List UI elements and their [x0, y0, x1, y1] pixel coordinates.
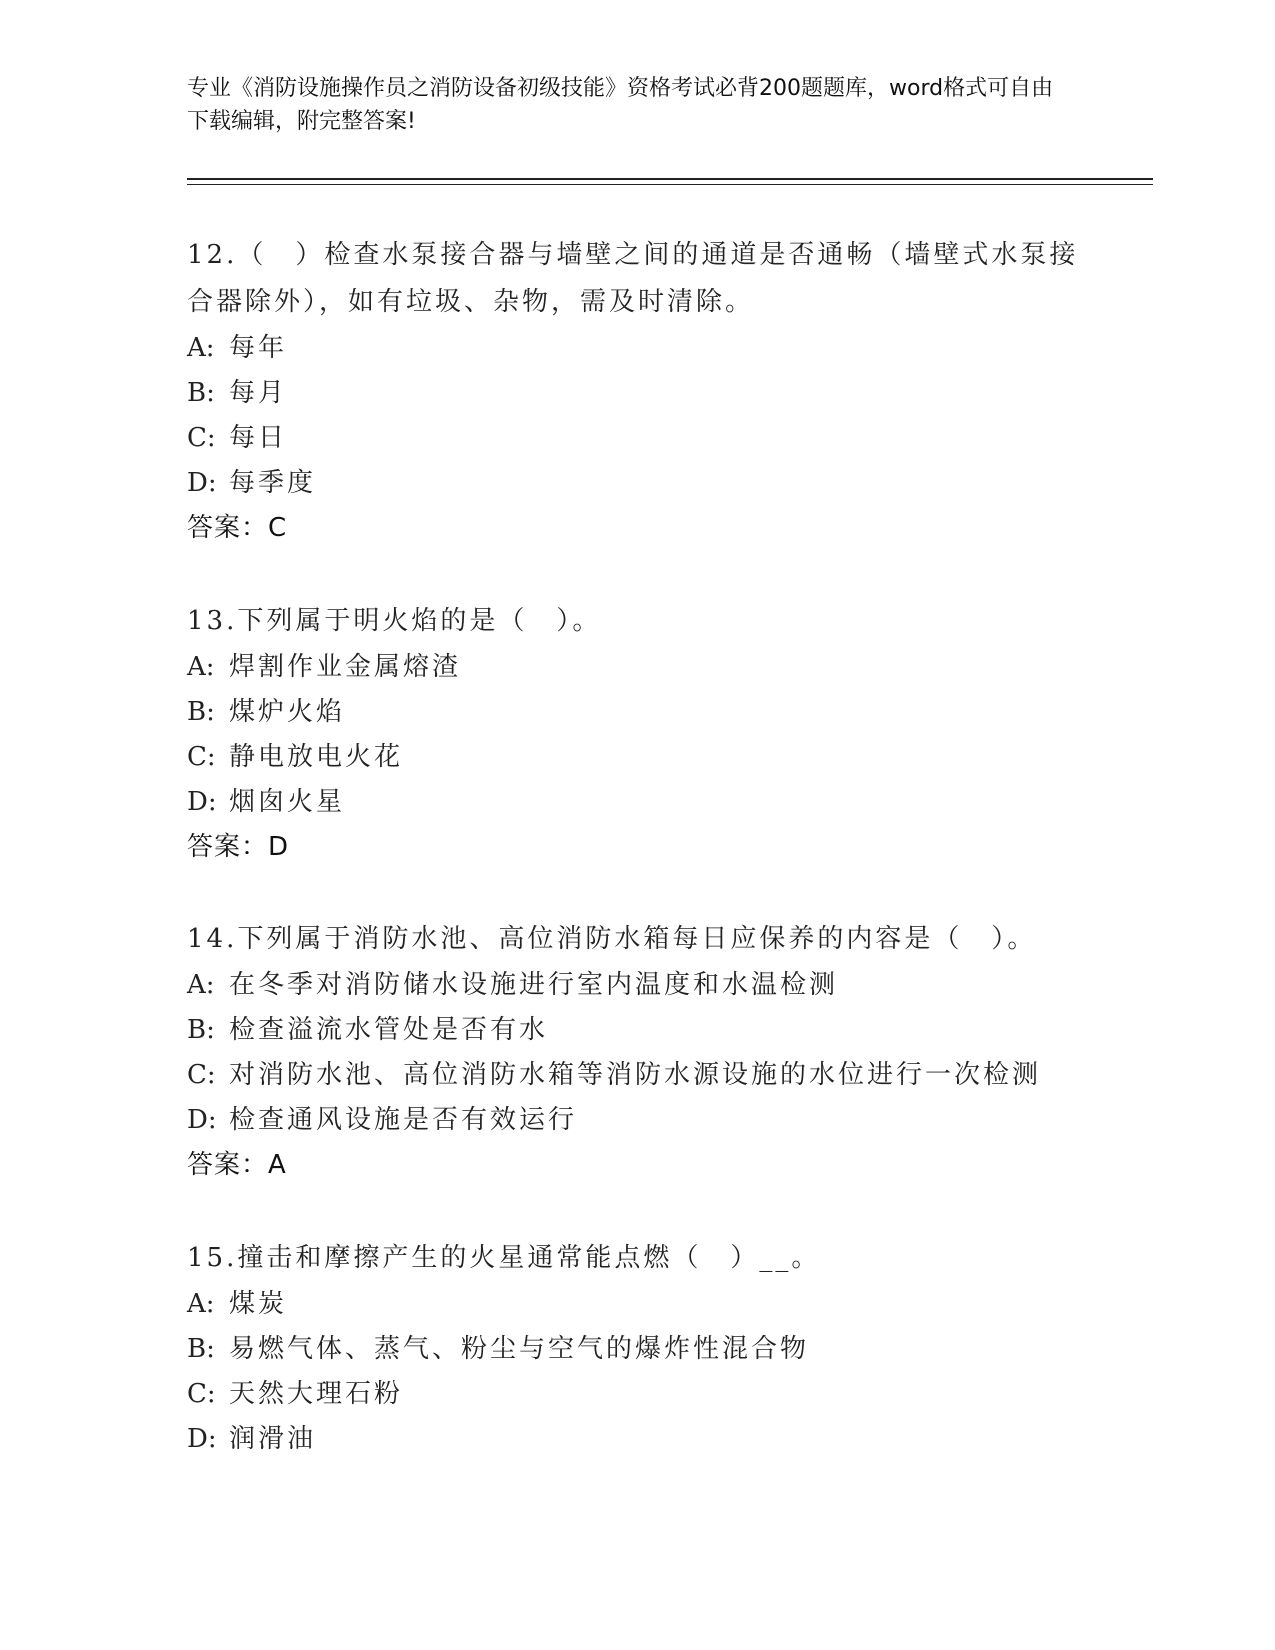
option-text: 天然大理石粉 [229, 1379, 404, 1409]
option-letter: B: [187, 1015, 215, 1045]
option-text: 每季度 [229, 468, 317, 498]
question-13 [187, 598, 1087, 870]
option-text: 煤炉火焰 [229, 697, 346, 727]
option-letter: A: [187, 970, 215, 1000]
option-letter: D: [187, 1424, 217, 1454]
option-text: 每日 [229, 423, 288, 453]
question-stem: 12.（ ）检查水泵接合器与墙壁之间的通道是否通畅（墙壁式水泵接合器除外），如有垃圾、杂物，需及时清除。 [187, 240, 1079, 317]
option-a [187, 326, 1087, 371]
option-letter: C: [187, 1060, 216, 1090]
header-divider-thin [187, 184, 1153, 185]
option-text: 每月 [229, 378, 288, 408]
option-letter: C: [187, 423, 216, 453]
option-b [187, 371, 1087, 416]
option-text: 检查通风设施是否有效运行 [229, 1105, 578, 1135]
option-b [187, 1327, 1087, 1372]
option-text: 烟囱火星 [229, 787, 346, 817]
answer-line: 答案：A [187, 1150, 287, 1180]
option-c [187, 1053, 1087, 1098]
option-text: 每年 [229, 333, 288, 363]
question-15 [187, 1235, 1087, 1462]
option-c [187, 735, 1087, 780]
option-letter: A: [187, 652, 215, 682]
option-a [187, 645, 1087, 690]
option-a [187, 1282, 1087, 1327]
option-b [187, 690, 1087, 735]
option-b [187, 1008, 1087, 1053]
option-text: 在冬季对消防储水设施进行室内温度和水温检测 [229, 970, 839, 1000]
question-stem: 14.下列属于消防水池、高位消防水箱每日应保养的内容是（ ）。 [187, 924, 1037, 954]
option-a [187, 963, 1087, 1008]
option-c [187, 1372, 1087, 1417]
option-text: 对消防水池、高位消防水箱等消防水源设施的水位进行一次检测 [229, 1060, 1042, 1090]
option-text: 易燃气体、蒸气、粉尘与空气的爆炸性混合物 [229, 1334, 810, 1364]
answer-line: 答案：D [187, 832, 290, 862]
option-letter: D: [187, 1105, 217, 1135]
option-letter: D: [187, 468, 217, 498]
option-text: 检查溢流水管处是否有水 [229, 1015, 549, 1045]
header-divider-thick [187, 178, 1153, 180]
option-letter: B: [187, 378, 215, 408]
option-text: 煤炭 [229, 1289, 288, 1319]
option-letter: A: [187, 1289, 215, 1319]
question-14 [187, 916, 1087, 1188]
option-d [187, 1098, 1087, 1143]
option-c [187, 416, 1087, 461]
question-stem: 13.下列属于明火焰的是（ ）。 [187, 606, 602, 636]
option-letter: C: [187, 1379, 216, 1409]
option-letter: B: [187, 1334, 215, 1364]
option-text: 润滑油 [229, 1424, 317, 1454]
option-d [187, 1417, 1087, 1462]
question-stem: 15.撞击和摩擦产生的火星通常能点燃（ ）__。 [187, 1243, 821, 1273]
option-letter: B: [187, 697, 215, 727]
option-letter: A: [187, 333, 215, 363]
option-text: 焊割作业金属熔渣 [229, 652, 462, 682]
document-header: 专业《消防设施操作员之消防设备初级技能》资格考试必背200题题库，word格式可自由下载编辑，附完整答案! [187, 76, 1054, 134]
option-letter: D: [187, 787, 217, 817]
option-text: 静电放电火花 [229, 742, 404, 772]
option-letter: C: [187, 742, 216, 772]
question-12 [187, 232, 1087, 551]
answer-line: 答案：C [187, 513, 288, 543]
option-d [187, 780, 1087, 825]
option-d [187, 461, 1087, 506]
